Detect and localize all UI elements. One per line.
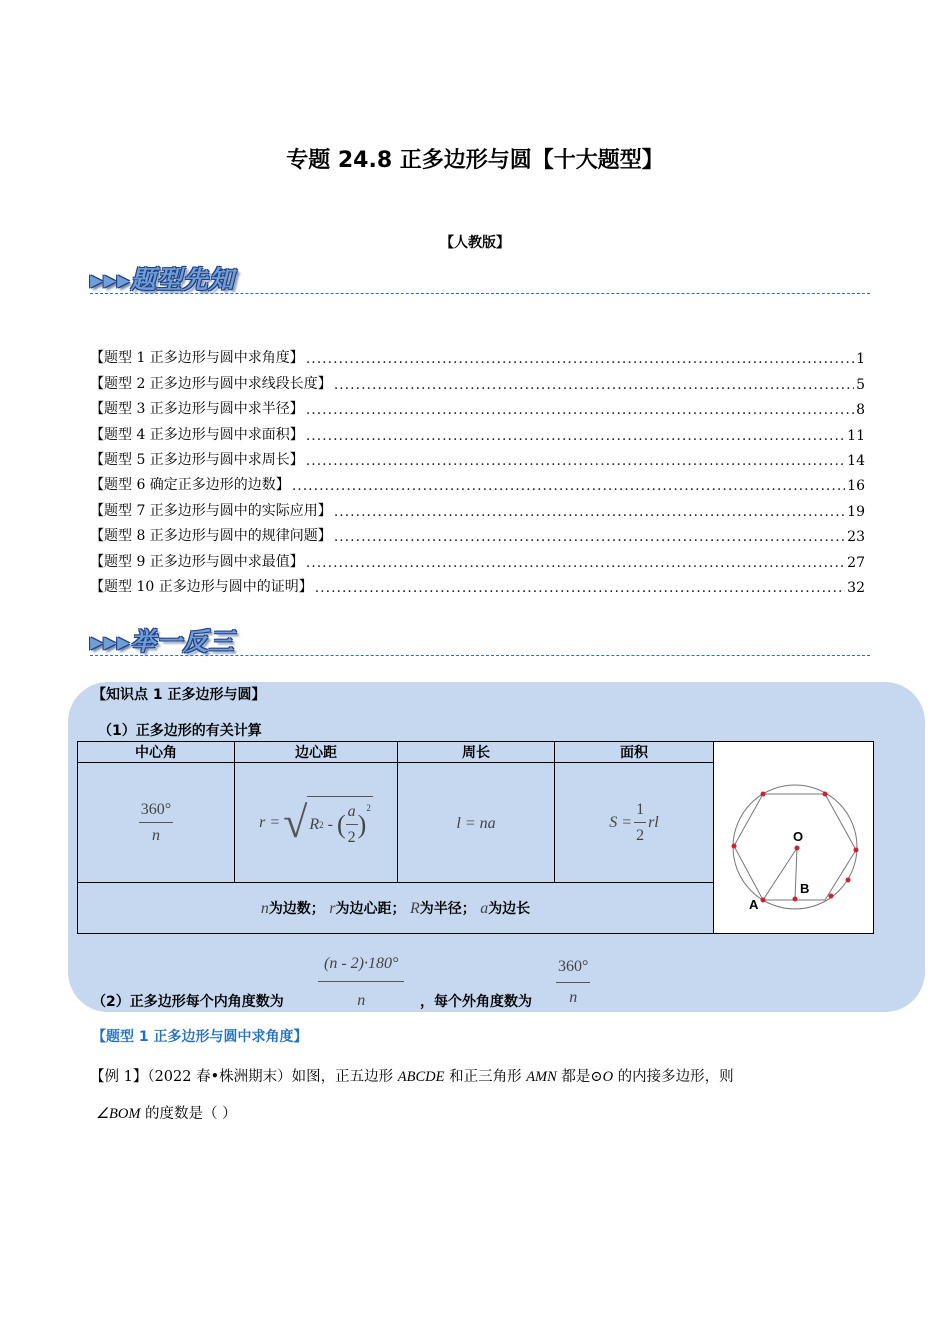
banner-practice [90, 622, 870, 662]
vertex-point [828, 894, 833, 899]
header-perimeter: 周长 [398, 742, 555, 763]
label-b: B [799, 881, 809, 896]
formula-central-angle [78, 763, 235, 883]
toc-item[interactable]: 【题型 4 正多边形与圆中求面积】 ..... 11 [90, 418, 865, 443]
formula-apothem: r = √ R 2 - ( $\frac{a}{2}$ ) $^2$ [235, 763, 398, 883]
toc-item[interactable]: 【题型 10 正多边形与圆中的证明】 ..... 32 [90, 571, 865, 596]
toc-item[interactable]: 【题型 8 正多边形与圆中的规律问题】 ..... 23 [90, 520, 865, 545]
vertex-point [792, 897, 797, 902]
exterior-angle-text: ，每个外角度数为 [420, 994, 532, 1010]
vertex-point [853, 848, 858, 853]
toc-item[interactable]: 【题型 9 正多边形与圆中求最值】 ..... 27 [90, 545, 865, 570]
banner-overview-text: ▸▸▸题型先知 [90, 265, 235, 294]
label-o: O [792, 829, 803, 844]
vertex-point [731, 844, 736, 849]
knowledge-title: 【知识点 1 正多边形与圆】 [92, 687, 266, 703]
area-numerator: 1 [634, 801, 646, 823]
central-numerator: 360° [139, 801, 173, 823]
label-a: A [748, 897, 758, 912]
exterior-angle-formula: $\frac{360^\circ}{n}$ [558, 958, 589, 1006]
formula-perimeter [398, 763, 555, 883]
interior-angle-formula: $\frac{(n - 2)\cdot 180^\circ}{n}$ [318, 955, 404, 1010]
formula-table [77, 741, 874, 934]
hexagon-circle-figure [715, 742, 873, 929]
vertex-point [760, 898, 765, 903]
section-heading: 【题型 1 正多边形与圆中求角度】 [92, 1029, 308, 1045]
toc-item[interactable]: 【题型 7 正多边形与圆中的实际应用】 ..... 19 [90, 494, 865, 519]
edition-label: 【人教版】 [440, 235, 510, 251]
page-title: 专题 24.8 正多边形与圆【十大题型】 [286, 148, 664, 173]
apothem-square: 2 [366, 803, 371, 814]
banner-divider [90, 293, 870, 294]
vertex-point [822, 792, 827, 797]
variable-notes: n为边数； r为边心距； R为半径； a为边长 [78, 883, 714, 934]
perimeter-formula: l = na [456, 814, 496, 832]
apothem-two: 2 [347, 829, 356, 847]
banner-practice-text: ▸▸▸举一反三 [90, 627, 235, 656]
figure-cell [714, 742, 874, 934]
apothem-lhs: r = [259, 813, 281, 831]
center-point [794, 846, 799, 851]
table-of-contents [90, 342, 865, 596]
header-area: 面积 [555, 742, 714, 763]
apothem-a: a [346, 803, 358, 825]
radius-lines [763, 848, 797, 900]
central-denominator: n [152, 826, 160, 844]
vertex-point [760, 792, 765, 797]
apothem-radius: R [309, 816, 320, 834]
example-1: 【例 1】（2022 春•株洲期末）如图，正五边形 ABCDE 和正三角形 AMN 都是⊙O 的内接多边形，则 ∠BOM 的度数是（ ） [90, 1069, 734, 1122]
area-denominator: 2 [636, 826, 645, 844]
vertex-point [845, 878, 850, 883]
toc-item[interactable]: 【题型 5 正多边形与圆中求周长】 ..... 14 [90, 444, 865, 469]
formula-area [555, 763, 714, 883]
banner-overview [90, 260, 870, 300]
banner-divider [90, 655, 870, 656]
apothem-minus: - [327, 816, 333, 834]
header-apothem: 边心距 [235, 742, 398, 763]
toc-item[interactable]: 【题型 2 正多边形与圆中求线段长度】 ..... 5 [90, 367, 865, 392]
toc-item[interactable]: 【题型 1 正多边形与圆中求角度】 ..... 1 [90, 342, 865, 367]
header-central-angle: 中心角 [78, 742, 235, 763]
interior-angle-text: （2）正多边形每个内角度数为 [92, 994, 284, 1010]
toc-item[interactable]: 【题型 6 确定正多边形的边数】 ..... 16 [90, 469, 865, 494]
toc-item[interactable]: 【题型 3 正多边形与圆中求半径】 ..... 8 [90, 393, 865, 418]
area-rhs: rl [648, 813, 659, 831]
knowledge-subtitle: （1）正多边形的有关计算 [98, 723, 262, 739]
area-lhs: S = [609, 813, 633, 831]
